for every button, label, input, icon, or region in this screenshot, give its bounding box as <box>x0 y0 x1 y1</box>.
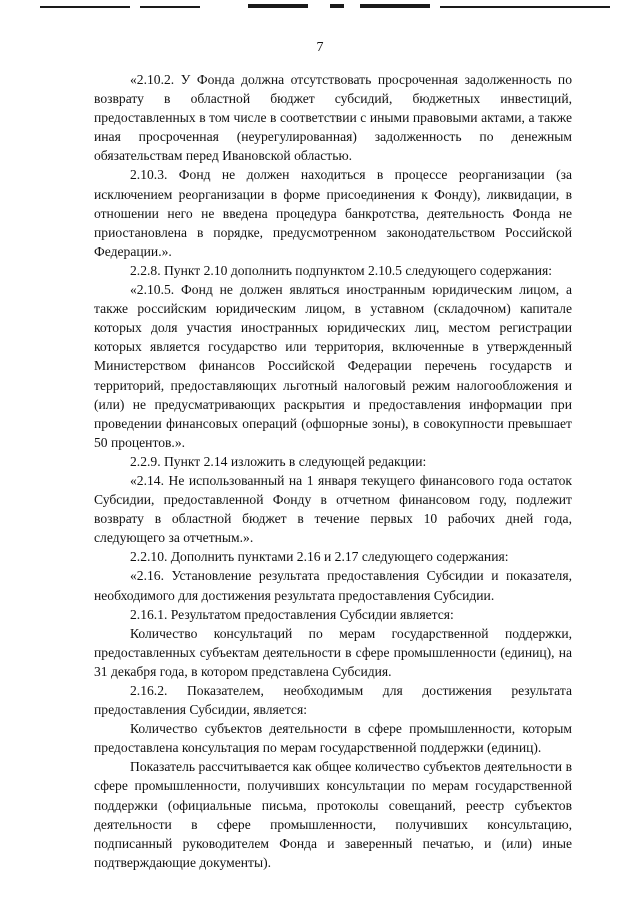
scan-mark <box>360 4 430 8</box>
paragraph-2-10-3: 2.10.3. Фонд не должен находиться в процессе реорганизации (за исключением реорганизации в форме присоединения к Фонду), ликвидации, в отношении него не введена процедура банкротства, деятельность Фонда не приостановлена в порядке, предусмотренном законодательством Российской Федерации.». <box>94 167 572 259</box>
paragraph-2-16-2: 2.16.2. Показателем, необходимым для достижения результата предоставления Субсидии, является: <box>94 683 572 718</box>
scan-artifact-bar <box>0 0 640 12</box>
scan-mark <box>440 6 610 8</box>
paragraph-2-10-5: «2.10.5. Фонд не должен являться иностранным юридическим лицом, а также российским юридическим лицом, в уставном (складочном) капитале которых доля участия иностранных юридических лиц, местом регистрации которых является государство или территория, включенные в утвержденный Министерством финансов Российской Федерации перечень государств и территорий, предоставляющих льготный налоговый режим налогообложения и (или) не предусматривающих раскрытия и предоставления информации при проведении финансовых операций (офшорные зоны), в совокупности превышает 50 процентов.». <box>94 282 572 450</box>
document-body <box>94 70 572 872</box>
paragraph-2-2-8: 2.2.8. Пункт 2.10 дополнить подпунктом 2.10.5 следующего содержания: <box>130 262 553 278</box>
scan-mark <box>330 4 344 8</box>
scan-mark <box>40 6 130 8</box>
paragraph-2-16: «2.16. Установление результата предоставления Субсидии и показателя, необходимого для достижения результата предоставления Субсидии. <box>94 568 572 603</box>
paragraph-2-2-9: 2.2.9. Пункт 2.14 изложить в следующей редакции: <box>130 453 427 469</box>
paragraph-indicator-text: Количество субъектов деятельности в сфере промышленности, которым предоставлена консультация по мерам государственной поддержки (единиц). <box>94 721 572 756</box>
paragraph-result-text: Количество консультаций по мерам государственной поддержки, предоставленных субъектам деятельности в сфере промышленности (единиц), на 31 декабря года, в котором представлена Субсидия. <box>94 625 572 679</box>
paragraph-2-14: «2.14. Не использованный на 1 января текущего финансового года остаток Субсидии, предоставленной Фонду в отчетном финансовом году, подлежит возврату в областной бюджет в течение первых 10 рабочих дней года, следующего за отчетным.». <box>94 472 572 546</box>
scan-mark <box>248 4 308 8</box>
paragraph-2-10-2: «2.10.2. У Фонда должна отсутствовать просроченная задолженность по возврату в областной бюджет субсидий, бюджетных инвестиций, предоставленных в том числе в соответствии с иными правовыми актами, а также иная просроченная (неурегулированная) задолженность по денежным обязательствам перед Ивановской областью. <box>94 72 572 164</box>
paragraph-2-16-1: 2.16.1. Результатом предоставления Субсидии является: <box>130 606 454 622</box>
scan-mark <box>140 6 200 8</box>
paragraph-2-2-10: 2.2.10. Дополнить пунктами 2.16 и 2.17 следующего содержания: <box>130 549 509 565</box>
page-number: 7 <box>316 40 324 55</box>
paragraph-calculation: Показатель рассчитывается как общее количество субъектов деятельности в сфере промышленности, получивших консультации по мерам государственной поддержки (официальные письма, протоколы совещаний, реестр субъектов деятельности в сфере промышленности, получивших консультацию, подписанный руководителем Фонда и заверенный печатью, и (или) иные подтверждающие документы). <box>94 759 572 870</box>
